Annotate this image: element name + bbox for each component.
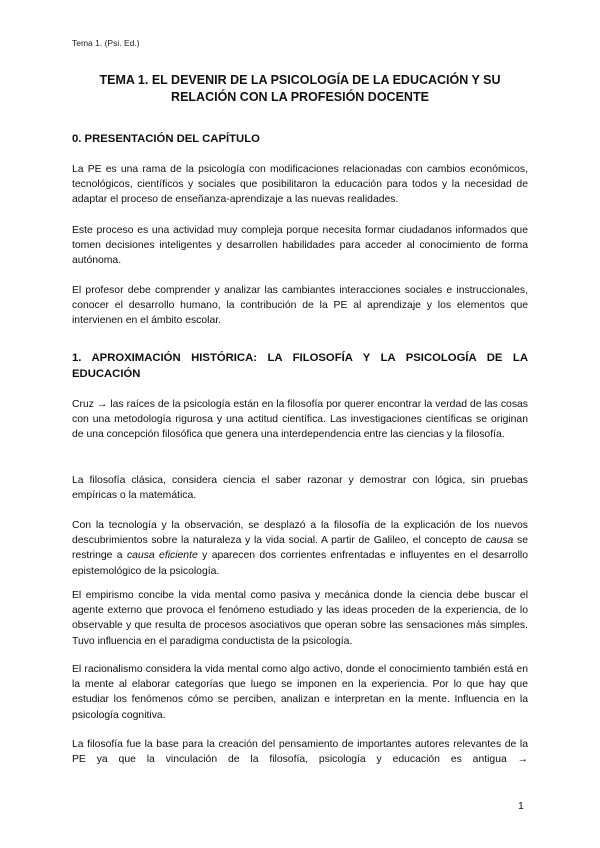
document-title <box>70 72 530 106</box>
section-1-paragraph-3 <box>72 518 528 579</box>
document-title-line-2: RELACIÓN CON LA PROFESIÓN DOCENTE <box>171 90 429 104</box>
section-1-paragraph-1: Cruz → las raíces de la psicología están en la filosofía por querer encontrar la verdad de las cosas con una metodología rigurosa y una actitud científica. Las investigaciones científicas se originan de una concepción filosófica que genera una interdependencia entre las ciencias y la filosofía. <box>72 399 528 441</box>
document-title-line-1: TEMA 1. EL DEVENIR DE LA PSICOLOGÍA DE LA EDUCACIÓN Y SU <box>99 73 501 87</box>
section-1-paragraph-5: El racionalismo considera la vida mental como algo activo, donde el conocimiento también está en la mente al elaborar categorías que luego se imponen en la experiencia. Por lo que hay que estudiar los fenómenos cómo se perciben, analizan e interpretan en la mente. Influencia en la psicología cognitiva. <box>72 664 528 721</box>
section-0-paragraph-3: El profesor debe comprender y analizar las cambiantes interacciones sociales e instruccionales, conocer el desarrollo humano, la contribución de la PE al aprendizaje y los elementos que intervienen en el ámbito escolar. <box>72 285 528 327</box>
p3-text-c: y aparecen dos corrientes enfrentadas e influyentes en el desarrollo epistemológico de la psicología. <box>72 550 528 577</box>
p3-text-b: se restringe a <box>72 535 528 562</box>
section-1-paragraph-6: La filosofía fue la base para la creación del pensamiento de importantes autores relevantes de la PE ya que la vinculación de la filosofía, psicología y educación es antigua → <box>72 739 528 766</box>
section-1-paragraph-2: La filosofía clásica, considera ciencia el saber razonar y demostrar con lógica, sin pruebas empíricas o la matemática. <box>72 475 528 502</box>
section-1-heading: 1. APROXIMACIÓN HISTÓRICA: LA FILOSOFÍA Y LA PSICOLOGÍA DE LA EDUCACIÓN <box>72 352 528 380</box>
section-0-paragraph-1: La PE es una rama de la psicología con modificaciones relacionadas con cambios económicos, tecnológicos, científicos y sociales que posibilitaron la educación para todos y la necesidad de adaptar el proceso de enseñanza-aprendizaje a las nuevas realidades. <box>72 164 528 206</box>
section-1-paragraph-4: El empirismo concibe la vida mental como pasiva y mecánica donde la ciencia debe buscar el agente externo que provoca el fenómeno estudiado y las ideas proceden de la experiencia, de lo observable y que resulta de procesos asociativos que operan sobre las sensaciones más simples. Tuvo influencia en el paradigma conductista de la psicología. <box>72 590 528 647</box>
p3-text-a: Con la tecnología y la observación, se desplazó a la filosofía de la explicación de los nuevos descubrimientos sobre la naturaleza y la vida social. A partir de Galileo, el concepto de <box>72 520 528 547</box>
p3-emphasis-causa-eficiente: causa eficiente <box>126 550 198 562</box>
running-header: Tema 1. (Psi. Ed.) <box>72 38 140 48</box>
page-number: 1 <box>518 800 524 812</box>
section-0-heading: 0. PRESENTACIÓN DEL CAPÍTULO <box>72 133 260 145</box>
section-0-paragraph-2: Este proceso es una actividad muy compleja porque necesita formar ciudadanos informados que tomen decisiones inteligentes y desarrollen habilidades para acceder al conocimiento de forma autónoma. <box>72 225 528 267</box>
p3-emphasis-causa: causa <box>485 535 514 547</box>
